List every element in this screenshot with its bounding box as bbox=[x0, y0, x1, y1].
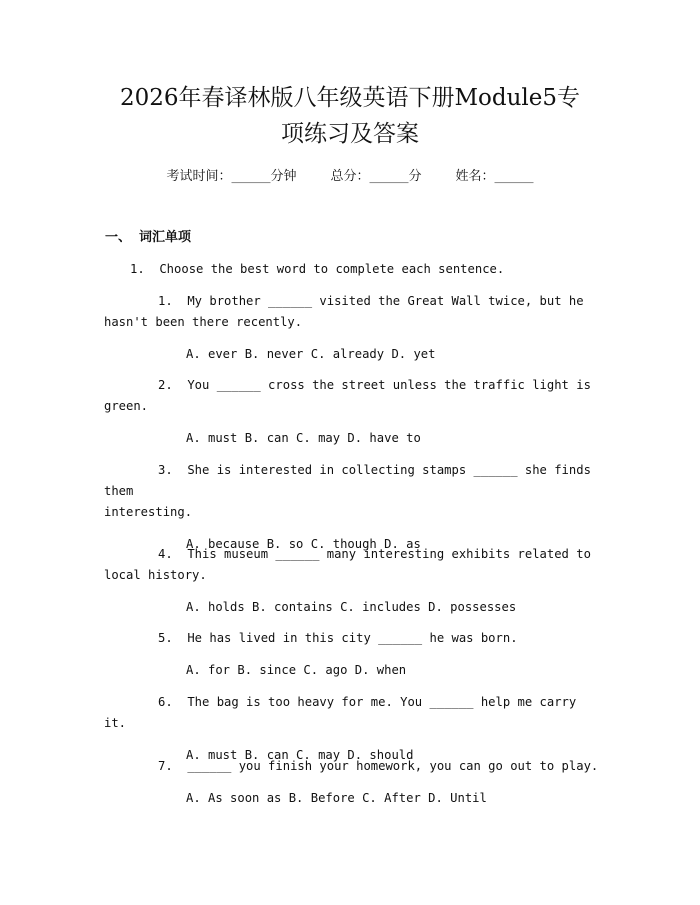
question-5 bbox=[104, 628, 604, 681]
section-number: 一、 bbox=[105, 230, 132, 245]
question-options: A. because B. so C. though D. as bbox=[186, 537, 421, 551]
question-3 bbox=[104, 460, 604, 555]
question-stem bbox=[104, 460, 604, 523]
question-stem: 6. The bag is too heavy for me. You ______ help me carry it. bbox=[104, 695, 584, 730]
document-title bbox=[60, 80, 640, 152]
question-stem-line-2: hasn't been there recently. bbox=[104, 315, 303, 329]
section-heading bbox=[105, 229, 191, 247]
question-options: A. must B. can C. may D. have to bbox=[186, 431, 421, 445]
section-title: 词汇单项 bbox=[139, 230, 192, 245]
question-4 bbox=[104, 544, 604, 618]
question-stem-line-2: local history. bbox=[104, 568, 207, 582]
question-7 bbox=[104, 756, 604, 809]
question-stem-line-2: green. bbox=[104, 399, 149, 413]
exam-info-row bbox=[0, 168, 700, 186]
question-2 bbox=[104, 375, 604, 449]
question-stem bbox=[104, 544, 604, 586]
question-options: A. must B. can C. may D. should bbox=[186, 748, 414, 762]
question-6 bbox=[104, 692, 604, 766]
question-options: A. As soon as B. Before C. After D. Until bbox=[186, 791, 487, 805]
title-line-2: 项练习及答案 bbox=[281, 121, 419, 147]
question-stem bbox=[104, 375, 604, 417]
question-stem: 5. He has lived in this city ______ he was born. bbox=[158, 631, 518, 645]
question-options: A. ever B. never C. already D. yet bbox=[186, 347, 436, 361]
title-line-1: 2026年春译林版八年级英语下册Module5专 bbox=[119, 85, 581, 111]
question-stem-line-1: 3. She is interested in collecting stamps ______ she finds them bbox=[104, 463, 599, 498]
question-stem-line-1: 4. This museum ______ many interesting exhibits related to bbox=[158, 547, 591, 561]
question-stem-line-1: 2. You ______ cross the street unless the traffic light is bbox=[158, 378, 591, 392]
student-name-label: 姓名：______ bbox=[455, 169, 534, 184]
question-stem-line-1: 1. My brother ______ visited the Great Wall twice, but he bbox=[158, 294, 584, 308]
question-stem-line-2: interesting. bbox=[104, 505, 193, 519]
exam-time-label: 考试时间：______分钟 bbox=[166, 169, 297, 184]
question-stem: 7. ______ you finish your homework, you can go out to play. bbox=[158, 759, 599, 773]
total-score-label: 总分：______分 bbox=[330, 169, 422, 184]
question-options: A. for B. since C. ago D. when bbox=[186, 663, 407, 677]
instruction-text: 1. Choose the best word to complete each sentence. bbox=[130, 262, 505, 276]
question-options: A. holds B. contains C. includes D. possesses bbox=[186, 600, 517, 614]
question-1 bbox=[104, 291, 604, 365]
question-stem bbox=[104, 291, 604, 333]
